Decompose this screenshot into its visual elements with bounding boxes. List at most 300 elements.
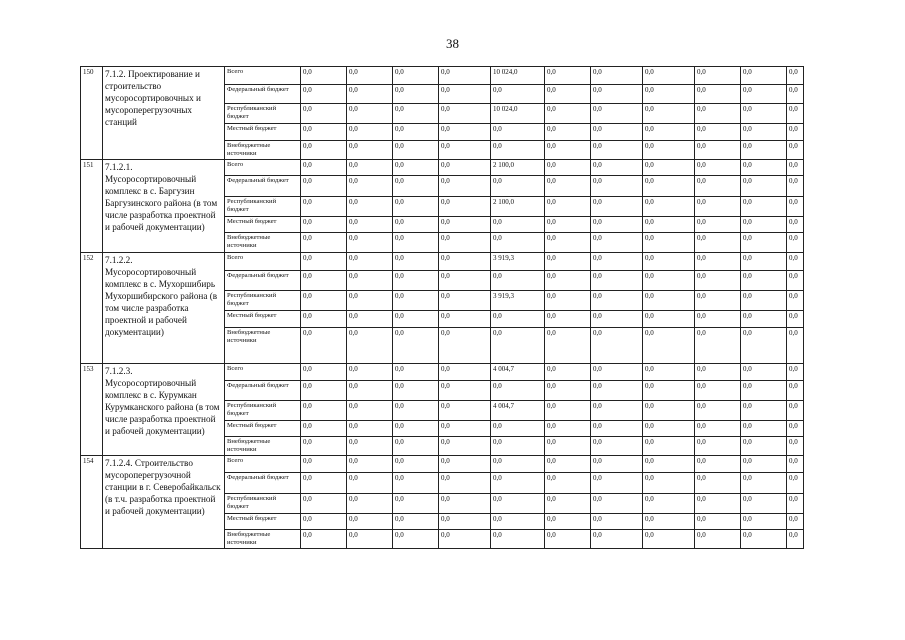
value-cell: 0,0 bbox=[741, 291, 787, 311]
value-cell: 0,0 bbox=[301, 67, 347, 85]
value-cell: 0,0 bbox=[695, 381, 741, 401]
value-cell: 0,0 bbox=[643, 197, 695, 217]
value-cell: 0,0 bbox=[695, 217, 741, 233]
value-cell: 4 004,7 bbox=[491, 401, 545, 421]
value-cell: 0,0 bbox=[301, 85, 347, 104]
value-cell: 0,0 bbox=[695, 328, 741, 364]
value-cell: 0,0 bbox=[787, 381, 804, 401]
value-cell: 0,0 bbox=[491, 328, 545, 364]
value-cell: 0,0 bbox=[301, 233, 347, 253]
value-cell: 0,0 bbox=[393, 456, 439, 473]
value-cell: 0,0 bbox=[591, 197, 643, 217]
value-cell: 0,0 bbox=[393, 176, 439, 197]
value-cell: 0,0 bbox=[591, 437, 643, 456]
value-cell: 0,0 bbox=[439, 160, 491, 176]
funding-source: Республиканский бюджет bbox=[225, 197, 301, 217]
value-cell: 0,0 bbox=[787, 85, 804, 104]
value-cell: 0,0 bbox=[439, 514, 491, 530]
value-cell: 0,0 bbox=[491, 124, 545, 141]
value-cell: 0,0 bbox=[439, 328, 491, 364]
value-cell: 0,0 bbox=[695, 530, 741, 549]
value-cell: 0,0 bbox=[695, 67, 741, 85]
value-cell: 10 024,0 bbox=[491, 67, 545, 85]
value-cell: 0,0 bbox=[695, 437, 741, 456]
funding-source: Внебюджетные источники bbox=[225, 530, 301, 549]
measure-name: 7.1.2.2. Мусоросортировочный комплекс в с. Мухоршибирь Мухоршибирского района (в том числе разработка проектной и рабочей документации) bbox=[103, 253, 225, 364]
value-cell: 0,0 bbox=[741, 494, 787, 514]
value-cell: 0,0 bbox=[347, 514, 393, 530]
funding-source: Всего bbox=[225, 253, 301, 271]
value-cell: 0,0 bbox=[491, 271, 545, 291]
row-number: 150 bbox=[81, 67, 103, 160]
funding-source: Местный бюджет bbox=[225, 124, 301, 141]
funding-source: Республиканский бюджет bbox=[225, 494, 301, 514]
value-cell: 0,0 bbox=[491, 176, 545, 197]
funding-source: Всего bbox=[225, 364, 301, 381]
value-cell: 0,0 bbox=[643, 233, 695, 253]
value-cell: 0,0 bbox=[591, 494, 643, 514]
value-cell: 0,0 bbox=[787, 401, 804, 421]
value-cell: 0,0 bbox=[439, 401, 491, 421]
value-cell: 0,0 bbox=[787, 141, 804, 160]
funding-source: Внебюджетные источники bbox=[225, 233, 301, 253]
value-cell: 0,0 bbox=[741, 233, 787, 253]
value-cell: 0,0 bbox=[545, 217, 591, 233]
value-cell: 0,0 bbox=[695, 514, 741, 530]
funding-source: Республиканский бюджет bbox=[225, 104, 301, 124]
value-cell: 0,0 bbox=[643, 456, 695, 473]
value-cell: 0,0 bbox=[301, 291, 347, 311]
funding-source: Местный бюджет bbox=[225, 217, 301, 233]
value-cell: 0,0 bbox=[393, 381, 439, 401]
value-cell: 0,0 bbox=[787, 271, 804, 291]
value-cell: 0,0 bbox=[591, 104, 643, 124]
value-cell: 0,0 bbox=[393, 401, 439, 421]
funding-source: Местный бюджет bbox=[225, 514, 301, 530]
value-cell: 0,0 bbox=[741, 67, 787, 85]
value-cell: 0,0 bbox=[741, 514, 787, 530]
value-cell: 0,0 bbox=[741, 456, 787, 473]
value-cell: 0,0 bbox=[643, 514, 695, 530]
value-cell: 0,0 bbox=[491, 530, 545, 549]
value-cell: 0,0 bbox=[491, 217, 545, 233]
value-cell: 0,0 bbox=[591, 530, 643, 549]
value-cell: 0,0 bbox=[741, 271, 787, 291]
value-cell: 0,0 bbox=[787, 311, 804, 328]
value-cell: 0,0 bbox=[695, 421, 741, 437]
value-cell: 0,0 bbox=[787, 421, 804, 437]
value-cell: 0,0 bbox=[301, 311, 347, 328]
value-cell: 0,0 bbox=[591, 364, 643, 381]
value-cell: 0,0 bbox=[695, 473, 741, 494]
value-cell: 0,0 bbox=[439, 67, 491, 85]
value-cell: 0,0 bbox=[643, 364, 695, 381]
value-cell: 0,0 bbox=[545, 85, 591, 104]
value-cell: 0,0 bbox=[741, 473, 787, 494]
page-number: 38 bbox=[446, 36, 459, 51]
value-cell: 0,0 bbox=[643, 160, 695, 176]
value-cell: 0,0 bbox=[643, 381, 695, 401]
value-cell: 0,0 bbox=[347, 233, 393, 253]
value-cell: 0,0 bbox=[643, 328, 695, 364]
funding-source: Федеральный бюджет bbox=[225, 176, 301, 197]
value-cell: 0,0 bbox=[695, 104, 741, 124]
value-cell: 0,0 bbox=[591, 311, 643, 328]
value-cell: 0,0 bbox=[643, 311, 695, 328]
value-cell: 0,0 bbox=[491, 494, 545, 514]
value-cell: 0,0 bbox=[491, 514, 545, 530]
value-cell: 0,0 bbox=[787, 233, 804, 253]
value-cell: 0,0 bbox=[545, 401, 591, 421]
value-cell: 0,0 bbox=[741, 311, 787, 328]
funding-source: Федеральный бюджет bbox=[225, 473, 301, 494]
value-cell: 0,0 bbox=[545, 124, 591, 141]
value-cell: 0,0 bbox=[439, 421, 491, 437]
value-cell: 0,0 bbox=[741, 197, 787, 217]
value-cell: 0,0 bbox=[787, 197, 804, 217]
value-cell: 0,0 bbox=[439, 253, 491, 271]
value-cell: 0,0 bbox=[393, 311, 439, 328]
value-cell: 0,0 bbox=[591, 473, 643, 494]
value-cell: 0,0 bbox=[393, 160, 439, 176]
table-row bbox=[81, 253, 804, 271]
value-cell: 0,0 bbox=[545, 473, 591, 494]
table-row bbox=[81, 364, 804, 381]
value-cell: 0,0 bbox=[347, 197, 393, 217]
value-cell: 0,0 bbox=[591, 381, 643, 401]
value-cell: 0,0 bbox=[393, 124, 439, 141]
value-cell: 0,0 bbox=[491, 311, 545, 328]
value-cell: 0,0 bbox=[491, 233, 545, 253]
value-cell: 0,0 bbox=[545, 197, 591, 217]
value-cell: 0,0 bbox=[787, 160, 804, 176]
value-cell: 0,0 bbox=[741, 253, 787, 271]
funding-source: Федеральный бюджет bbox=[225, 271, 301, 291]
budget-table bbox=[80, 66, 804, 549]
value-cell: 0,0 bbox=[439, 473, 491, 494]
value-cell: 0,0 bbox=[545, 271, 591, 291]
value-cell: 0,0 bbox=[695, 291, 741, 311]
value-cell: 0,0 bbox=[741, 421, 787, 437]
value-cell: 0,0 bbox=[393, 253, 439, 271]
value-cell: 0,0 bbox=[643, 67, 695, 85]
value-cell: 0,0 bbox=[643, 217, 695, 233]
funding-source: Всего bbox=[225, 160, 301, 176]
value-cell: 0,0 bbox=[439, 291, 491, 311]
value-cell: 0,0 bbox=[439, 176, 491, 197]
table-row bbox=[81, 456, 804, 473]
value-cell: 0,0 bbox=[643, 473, 695, 494]
value-cell: 0,0 bbox=[347, 311, 393, 328]
value-cell: 0,0 bbox=[301, 217, 347, 233]
value-cell: 0,0 bbox=[393, 67, 439, 85]
value-cell: 0,0 bbox=[347, 381, 393, 401]
value-cell: 10 024,0 bbox=[491, 104, 545, 124]
value-cell: 0,0 bbox=[591, 176, 643, 197]
funding-source: Местный бюджет bbox=[225, 311, 301, 328]
value-cell: 3 919,3 bbox=[491, 253, 545, 271]
value-cell: 0,0 bbox=[491, 437, 545, 456]
value-cell: 0,0 bbox=[741, 401, 787, 421]
value-cell: 0,0 bbox=[301, 104, 347, 124]
row-number: 151 bbox=[81, 160, 103, 253]
value-cell: 0,0 bbox=[695, 253, 741, 271]
value-cell: 0,0 bbox=[643, 124, 695, 141]
value-cell: 0,0 bbox=[545, 291, 591, 311]
value-cell: 0,0 bbox=[741, 530, 787, 549]
value-cell: 0,0 bbox=[439, 271, 491, 291]
value-cell: 0,0 bbox=[393, 233, 439, 253]
value-cell: 0,0 bbox=[301, 473, 347, 494]
value-cell: 0,0 bbox=[591, 253, 643, 271]
value-cell: 0,0 bbox=[741, 217, 787, 233]
value-cell: 0,0 bbox=[439, 104, 491, 124]
value-cell: 0,0 bbox=[695, 494, 741, 514]
value-cell: 0,0 bbox=[741, 437, 787, 456]
value-cell: 0,0 bbox=[491, 456, 545, 473]
value-cell: 0,0 bbox=[347, 291, 393, 311]
value-cell: 0,0 bbox=[545, 494, 591, 514]
value-cell: 0,0 bbox=[347, 437, 393, 456]
value-cell: 0,0 bbox=[643, 253, 695, 271]
value-cell: 0,0 bbox=[591, 271, 643, 291]
value-cell: 0,0 bbox=[347, 141, 393, 160]
funding-source: Всего bbox=[225, 67, 301, 85]
value-cell: 0,0 bbox=[787, 124, 804, 141]
funding-source: Федеральный бюджет bbox=[225, 85, 301, 104]
value-cell: 0,0 bbox=[393, 530, 439, 549]
value-cell: 0,0 bbox=[643, 141, 695, 160]
value-cell: 0,0 bbox=[787, 456, 804, 473]
value-cell: 0,0 bbox=[393, 197, 439, 217]
value-cell: 0,0 bbox=[393, 217, 439, 233]
value-cell: 0,0 bbox=[347, 421, 393, 437]
value-cell: 0,0 bbox=[491, 85, 545, 104]
value-cell: 0,0 bbox=[301, 364, 347, 381]
value-cell: 0,0 bbox=[545, 514, 591, 530]
table-body bbox=[81, 67, 804, 549]
value-cell: 3 919,3 bbox=[491, 291, 545, 311]
value-cell: 0,0 bbox=[741, 364, 787, 381]
value-cell: 0,0 bbox=[301, 328, 347, 364]
value-cell: 0,0 bbox=[787, 437, 804, 456]
value-cell: 0,0 bbox=[591, 328, 643, 364]
value-cell: 0,0 bbox=[347, 364, 393, 381]
value-cell: 0,0 bbox=[393, 291, 439, 311]
value-cell: 0,0 bbox=[491, 141, 545, 160]
value-cell: 0,0 bbox=[695, 233, 741, 253]
value-cell: 0,0 bbox=[787, 217, 804, 233]
value-cell: 0,0 bbox=[301, 437, 347, 456]
value-cell: 0,0 bbox=[301, 160, 347, 176]
value-cell: 0,0 bbox=[695, 311, 741, 328]
value-cell: 0,0 bbox=[591, 233, 643, 253]
value-cell: 0,0 bbox=[439, 381, 491, 401]
value-cell: 0,0 bbox=[347, 328, 393, 364]
value-cell: 0,0 bbox=[545, 311, 591, 328]
value-cell: 0,0 bbox=[545, 233, 591, 253]
funding-source: Внебюджетные источники bbox=[225, 328, 301, 364]
value-cell: 0,0 bbox=[347, 456, 393, 473]
value-cell: 0,0 bbox=[643, 104, 695, 124]
value-cell: 0,0 bbox=[741, 328, 787, 364]
value-cell: 0,0 bbox=[347, 271, 393, 291]
value-cell: 0,0 bbox=[695, 176, 741, 197]
table-row bbox=[81, 160, 804, 176]
value-cell: 0,0 bbox=[787, 514, 804, 530]
value-cell: 0,0 bbox=[787, 176, 804, 197]
value-cell: 0,0 bbox=[695, 85, 741, 104]
value-cell: 0,0 bbox=[347, 160, 393, 176]
value-cell: 0,0 bbox=[393, 328, 439, 364]
funding-source: Внебюджетные источники bbox=[225, 141, 301, 160]
value-cell: 0,0 bbox=[439, 530, 491, 549]
value-cell: 0,0 bbox=[439, 85, 491, 104]
measure-name: 7.1.2.4. Строительство мусороперегрузочной станции в г. Северобайкальск (в т.ч. разработка проектной и рабочей документации) bbox=[103, 456, 225, 549]
value-cell: 0,0 bbox=[741, 124, 787, 141]
measure-name: 7.1.2.3. Мусоросортировочный комплекс в с. Курумкан Курумканского района (в том числе разработка проектной и рабочей документации) bbox=[103, 364, 225, 456]
value-cell: 0,0 bbox=[741, 85, 787, 104]
value-cell: 0,0 bbox=[439, 311, 491, 328]
value-cell: 0,0 bbox=[643, 421, 695, 437]
value-cell: 0,0 bbox=[741, 381, 787, 401]
value-cell: 0,0 bbox=[491, 473, 545, 494]
value-cell: 0,0 bbox=[787, 473, 804, 494]
value-cell: 0,0 bbox=[347, 104, 393, 124]
value-cell: 0,0 bbox=[439, 217, 491, 233]
funding-source: Республиканский бюджет bbox=[225, 401, 301, 421]
value-cell: 0,0 bbox=[695, 364, 741, 381]
funding-source: Внебюджетные источники bbox=[225, 437, 301, 456]
value-cell: 0,0 bbox=[301, 514, 347, 530]
value-cell: 2 100,0 bbox=[491, 160, 545, 176]
value-cell: 4 004,7 bbox=[491, 364, 545, 381]
value-cell: 0,0 bbox=[301, 253, 347, 271]
value-cell: 0,0 bbox=[545, 456, 591, 473]
value-cell: 0,0 bbox=[545, 160, 591, 176]
value-cell: 0,0 bbox=[393, 437, 439, 456]
value-cell: 0,0 bbox=[439, 494, 491, 514]
value-cell: 0,0 bbox=[393, 364, 439, 381]
value-cell: 0,0 bbox=[347, 67, 393, 85]
value-cell: 0,0 bbox=[741, 160, 787, 176]
value-cell: 0,0 bbox=[591, 160, 643, 176]
value-cell: 0,0 bbox=[439, 437, 491, 456]
value-cell: 0,0 bbox=[695, 197, 741, 217]
value-cell: 0,0 bbox=[591, 514, 643, 530]
value-cell: 0,0 bbox=[695, 141, 741, 160]
value-cell: 2 100,0 bbox=[491, 197, 545, 217]
value-cell: 0,0 bbox=[591, 401, 643, 421]
value-cell: 0,0 bbox=[393, 104, 439, 124]
value-cell: 0,0 bbox=[545, 67, 591, 85]
value-cell: 0,0 bbox=[439, 124, 491, 141]
value-cell: 0,0 bbox=[393, 141, 439, 160]
value-cell: 0,0 bbox=[439, 233, 491, 253]
value-cell: 0,0 bbox=[787, 364, 804, 381]
value-cell: 0,0 bbox=[347, 124, 393, 141]
value-cell: 0,0 bbox=[347, 530, 393, 549]
value-cell: 0,0 bbox=[545, 421, 591, 437]
value-cell: 0,0 bbox=[545, 141, 591, 160]
value-cell: 0,0 bbox=[439, 141, 491, 160]
value-cell: 0,0 bbox=[347, 217, 393, 233]
value-cell: 0,0 bbox=[787, 104, 804, 124]
value-cell: 0,0 bbox=[301, 494, 347, 514]
value-cell: 0,0 bbox=[695, 456, 741, 473]
value-cell: 0,0 bbox=[787, 67, 804, 85]
value-cell: 0,0 bbox=[439, 364, 491, 381]
value-cell: 0,0 bbox=[393, 514, 439, 530]
value-cell: 0,0 bbox=[741, 104, 787, 124]
value-cell: 0,0 bbox=[301, 456, 347, 473]
value-cell: 0,0 bbox=[787, 328, 804, 364]
value-cell: 0,0 bbox=[643, 530, 695, 549]
value-cell: 0,0 bbox=[491, 421, 545, 437]
value-cell: 0,0 bbox=[393, 421, 439, 437]
value-cell: 0,0 bbox=[591, 141, 643, 160]
value-cell: 0,0 bbox=[591, 456, 643, 473]
value-cell: 0,0 bbox=[591, 291, 643, 311]
row-number: 153 bbox=[81, 364, 103, 456]
value-cell: 0,0 bbox=[347, 401, 393, 421]
measure-name: 7.1.2.1. Мусоросортировочный комплекс в с. Баргузин Баргузинского района (в том числе разработка проектной и рабочей документации) bbox=[103, 160, 225, 253]
value-cell: 0,0 bbox=[545, 530, 591, 549]
value-cell: 0,0 bbox=[591, 85, 643, 104]
measure-name: 7.1.2. Проектирование и строительство мусоросортировочных и мусороперегрузочных станций bbox=[103, 67, 225, 160]
value-cell: 0,0 bbox=[643, 494, 695, 514]
value-cell: 0,0 bbox=[301, 124, 347, 141]
value-cell: 0,0 bbox=[301, 530, 347, 549]
value-cell: 0,0 bbox=[643, 85, 695, 104]
value-cell: 0,0 bbox=[643, 401, 695, 421]
funding-source: Федеральный бюджет bbox=[225, 381, 301, 401]
value-cell: 0,0 bbox=[545, 104, 591, 124]
value-cell: 0,0 bbox=[347, 85, 393, 104]
table-row bbox=[81, 67, 804, 85]
value-cell: 0,0 bbox=[439, 197, 491, 217]
value-cell: 0,0 bbox=[301, 176, 347, 197]
value-cell: 0,0 bbox=[393, 494, 439, 514]
value-cell: 0,0 bbox=[643, 271, 695, 291]
value-cell: 0,0 bbox=[393, 473, 439, 494]
value-cell: 0,0 bbox=[347, 473, 393, 494]
value-cell: 0,0 bbox=[643, 176, 695, 197]
value-cell: 0,0 bbox=[545, 364, 591, 381]
value-cell: 0,0 bbox=[591, 421, 643, 437]
funding-source: Местный бюджет bbox=[225, 421, 301, 437]
value-cell: 0,0 bbox=[787, 530, 804, 549]
value-cell: 0,0 bbox=[695, 160, 741, 176]
value-cell: 0,0 bbox=[643, 291, 695, 311]
value-cell: 0,0 bbox=[545, 176, 591, 197]
value-cell: 0,0 bbox=[545, 381, 591, 401]
value-cell: 0,0 bbox=[301, 141, 347, 160]
value-cell: 0,0 bbox=[301, 421, 347, 437]
value-cell: 0,0 bbox=[545, 253, 591, 271]
value-cell: 0,0 bbox=[591, 217, 643, 233]
row-number: 154 bbox=[81, 456, 103, 549]
value-cell: 0,0 bbox=[787, 253, 804, 271]
funding-source: Всего bbox=[225, 456, 301, 473]
value-cell: 0,0 bbox=[393, 85, 439, 104]
funding-source: Республиканский бюджет bbox=[225, 291, 301, 311]
value-cell: 0,0 bbox=[301, 197, 347, 217]
value-cell: 0,0 bbox=[787, 494, 804, 514]
value-cell: 0,0 bbox=[591, 124, 643, 141]
value-cell: 0,0 bbox=[695, 271, 741, 291]
row-number: 152 bbox=[81, 253, 103, 364]
